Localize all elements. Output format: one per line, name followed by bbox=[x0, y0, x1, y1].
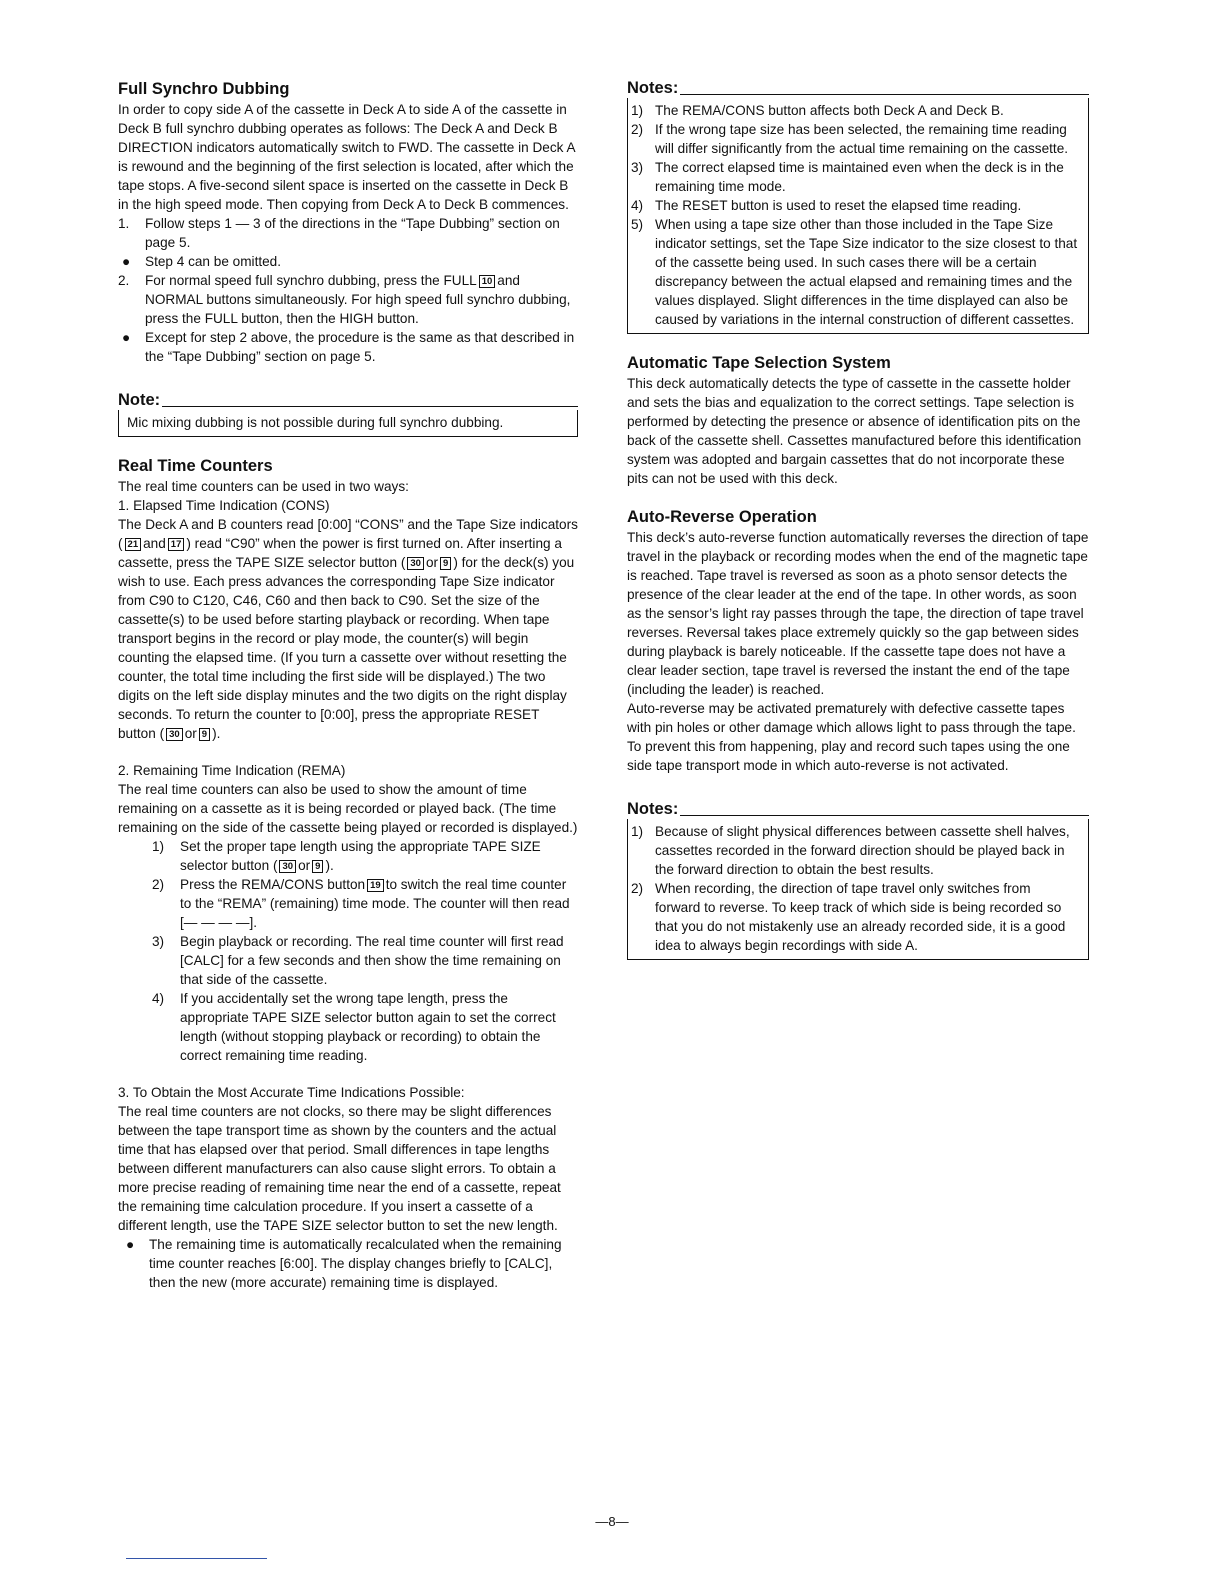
full-synchro-bullet-1: ● Step 4 can be omitted. bbox=[118, 252, 578, 271]
bullet-icon: ● bbox=[122, 330, 131, 345]
footer-rule bbox=[126, 1558, 267, 1559]
note-item-text: When recording, the direction of tape travel only switches from forward to reverse. To keep track of which side is being recorded so that you do not mistakenly use an already recorded side, it is a good idea to always begin recordings with side A. bbox=[655, 881, 1066, 953]
note-item-number: 3) bbox=[631, 160, 644, 175]
key-30-icon: 30 bbox=[166, 728, 183, 741]
note-item-text: The correct elapsed time is maintained even when the deck is in the remaining time mode. bbox=[655, 160, 1064, 194]
right-column bbox=[627, 78, 1089, 960]
real-time-title: Real Time Counters bbox=[118, 457, 273, 475]
note-item-text: The RESET button is used to reset the elapsed time reading. bbox=[655, 198, 1022, 213]
notes-box-2 bbox=[627, 799, 1089, 960]
remain-head: 2. Remaining Time Indication (REMA) bbox=[118, 763, 346, 778]
note-item bbox=[631, 822, 1078, 879]
auto-reverse-text-2: Auto-reverse may be activated prematurely with defective cassette tapes with pin holes or other damage which allows light to pass through the tape. To prevent this from happening, play and record such tapes using the one side tape transport mode in which auto-reverse is not activated. bbox=[627, 701, 1076, 773]
note-item-text: The REMA/CONS button affects both Deck A and Deck B. bbox=[655, 103, 1004, 118]
elapsed-head: 1. Elapsed Time Indication (CONS) bbox=[118, 498, 330, 513]
remain-step-2: 2) Press the REMA/CONS button 19 to switch the real time counter to the “REMA” (remaining) time mode. The counter will then read [— — — —]. bbox=[152, 877, 570, 930]
note-item-text: Because of slight physical differences between cassette shell halves, cassettes recorded in the forward direction should be played back in the forward direction to obtain the best results. bbox=[655, 824, 1070, 877]
left-column bbox=[118, 78, 578, 1292]
note-box bbox=[118, 390, 578, 437]
note-item bbox=[631, 120, 1078, 158]
note-item-number: 1) bbox=[631, 103, 644, 118]
key-9-icon: 9 bbox=[312, 860, 323, 873]
key-19-icon: 19 bbox=[367, 879, 384, 892]
bullet-icon: ● bbox=[126, 1237, 135, 1252]
key-30-icon: 30 bbox=[407, 557, 424, 570]
accurate-text: The real time counters are not clocks, so there may be slight differences between the tape transport time as shown by the counters and the actual time that has elapsed over that period. Small differences in tape lengths between different manufacturers can also cause slight errors. To obtain a more precise reading of remaining time near the end of a cassette, repeat the remaining time calculation procedure. If you insert a cassette of a different length, use the TAPE SIZE selector button to set the new length. bbox=[118, 1104, 561, 1233]
full-synchro-step-1: 1. Follow steps 1 — 3 of the directions in the “Tape Dubbing” section on page 5. bbox=[118, 216, 560, 250]
note-item bbox=[631, 215, 1078, 329]
accurate-bullet: ● The remaining time is automatically recalculated when the remaining time counter reaches [6:00]. The display changes briefly to [CALC], then the new (more accurate) remaining time is displayed. bbox=[118, 1235, 578, 1292]
note-item-text: When using a tape size other than those included in the Tape Size indicator settings, set the Tape Size indicator to the size closest to that of the cassette being used. In such cases there will be a certain discrepancy between the actual elapsed and remaining times and the values displayed. Slight differences in the time displayed can also be caused by variations in the internal construction of different cassettes. bbox=[655, 217, 1078, 327]
full-synchro-step-2: 2. For normal speed full synchro dubbing, press the FULL 10 and NORMAL buttons simultaneously. For high speed full synchro dubbing, press the FULL button, then the HIGH button. bbox=[118, 273, 571, 326]
note-item-number: 2) bbox=[631, 122, 644, 137]
notes-2-title: Notes: bbox=[627, 800, 679, 818]
note-item-number: 4) bbox=[631, 198, 644, 213]
note-title: Note: bbox=[118, 391, 161, 409]
ats-text: This deck automatically detects the type of cassette in the cassette holder and sets the bias and equalization to the correct settings. Tape selection is performed by detecting the presence or absence of identification pits on the back of the cassette shell. Cassettes manufactured before this identification system was adopted and bargain cassettes that do not incorporate these pits can not be used with this deck. bbox=[627, 376, 1082, 486]
remain-step-1: 1) Set the proper tape length using the appropriate TAPE SIZE selector button ( 30 or 9 ). bbox=[152, 839, 541, 873]
bullet-icon: ● bbox=[122, 254, 131, 269]
remain-step-3: 3) Begin playback or recording. The real time counter will first read [CALC] for a few seconds and then show the time remaining on that side of the cassette. bbox=[152, 934, 564, 987]
key-21-icon: 21 bbox=[125, 538, 142, 551]
note-item bbox=[631, 879, 1078, 955]
key-30-icon: 30 bbox=[279, 860, 296, 873]
note-item-number: 5) bbox=[631, 217, 644, 232]
note-item bbox=[631, 101, 1078, 120]
elapsed-text: The Deck A and B counters read [0:00] “CONS” and the Tape Size indicators ( 21 and 17 ) read “C90” when the power is first turned on. After inserting a cassette, press the TAPE SIZE selector button ( 30 or 9 ) for the deck(s) you wish to use. Each press advances the corresponding Tape Size indicator from C90 to C120, C46, C60 and then back to C90. Set the size of the cassette(s) to be used before starting playback or recording. When tape transport begins in the record or play mode, the counter(s) will begin counting the elapsed time. (If you turn a cassette over without resetting the counter, the total time including the first side will be displayed.) The two digits on the left side display minutes and the two digits on the right display seconds. To return the counter to [0:00], press the appropriate RESET button ( 30 or 9 ). bbox=[118, 517, 578, 741]
remain-step-4: 4) If you accidentally set the wrong tape length, press the appropriate TAPE SIZE selector button again to set the correct length (without stopping playback or recording) to obtain the correct remaining time reading. bbox=[152, 991, 556, 1063]
auto-reverse-text-1: This deck’s auto-reverse function automatically reverses the direction of tape travel in the playback or recording modes when the end of the magnetic tape is reached. Tape travel is reversed as soon as a photo sensor detects the presence of the clear leader at the end of the tape. In other words, as soon as the sensor’s light ray passes through the tape, the direction of tape travel reverses. Reversal takes place extremely quickly so the gap between sides during playback is barely noticeable. If the cassette tape does not have a clear leader section, tape travel is reversed the instant the end of the tape (including the leader) is reached. bbox=[627, 530, 1089, 697]
notes-box-1 bbox=[627, 78, 1089, 334]
note-item-number: 2) bbox=[631, 881, 644, 896]
key-10-icon: 10 bbox=[479, 275, 496, 288]
key-9-icon: 9 bbox=[199, 728, 210, 741]
ats-title: Automatic Tape Selection System bbox=[627, 354, 891, 372]
note-item-number: 1) bbox=[631, 824, 644, 839]
real-time-intro: The real time counters can be used in two ways: bbox=[118, 479, 409, 494]
remain-intro: The real time counters can also be used to show the amount of time remaining on a cassette as it is being recorded or played back. (The time remaining on the side of the cassette being played or recorded is displayed.) bbox=[118, 782, 578, 835]
notes-1-title: Notes: bbox=[627, 79, 679, 97]
full-synchro-intro: In order to copy side A of the cassette in Deck A to side A of the cassette in Deck B full synchro dubbing operates as follows: The Deck A and Deck B DIRECTION indicators automatically switch to FWD. The cassette in Deck A is rewound and the beginning of the first selection is located, after which the tape stops. A five-second silent space is inserted on the cassette in Deck B in the high speed mode. Then copying from Deck A to Deck B commences. bbox=[118, 102, 575, 212]
accurate-head: 3. To Obtain the Most Accurate Time Indications Possible: bbox=[118, 1085, 465, 1100]
page-number: —8— bbox=[595, 1514, 629, 1529]
key-9-icon: 9 bbox=[440, 557, 451, 570]
note-text: Mic mixing dubbing is not possible during full synchro dubbing. bbox=[127, 415, 504, 430]
note-item-text: If the wrong tape size has been selected, the remaining time reading will differ significantly from the actual time remaining on the cassette. bbox=[655, 122, 1069, 156]
note-item bbox=[631, 158, 1078, 196]
full-synchro-title: Full Synchro Dubbing bbox=[118, 80, 290, 98]
full-synchro-bullet-2: ● Except for step 2 above, the procedure is the same as that described in the “Tape Dubbing” section on page 5. bbox=[118, 328, 578, 366]
auto-reverse-title: Auto-Reverse Operation bbox=[627, 508, 817, 526]
note-item bbox=[631, 196, 1078, 215]
key-17-icon: 17 bbox=[168, 538, 185, 551]
